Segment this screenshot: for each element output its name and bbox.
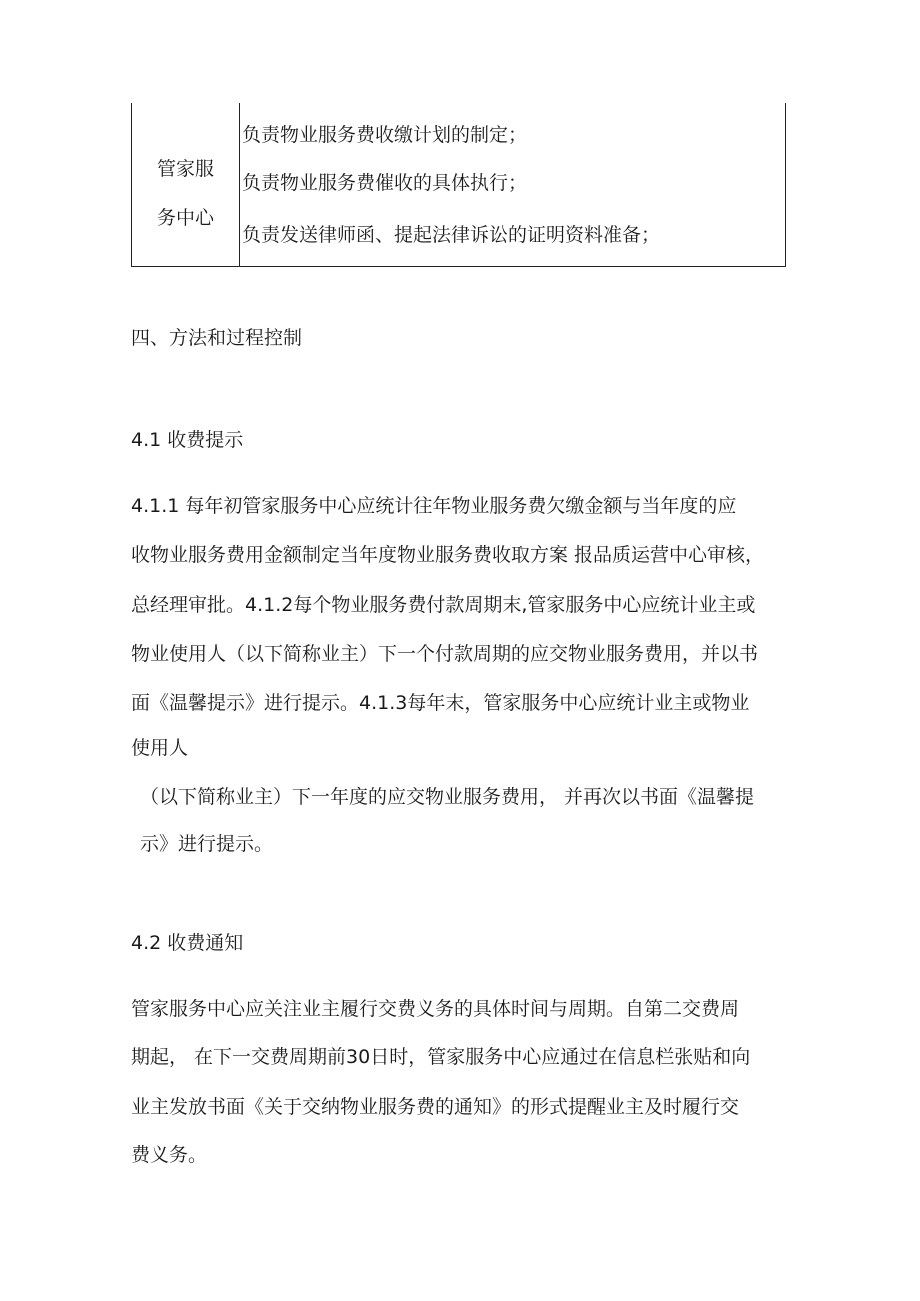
- section-4-2-heading: 4.2 收费通知: [131, 932, 244, 954]
- paragraph-line: 面《温馨提示》进行提示。4.1.3每年末，管家服务中心应统计业主或物业: [131, 692, 750, 714]
- paragraph-line: 业主发放书面《关于交纳物业服务费的通知》的形式提醒业主及时履行交: [131, 1096, 740, 1118]
- paragraph-line: 管家服务中心应关注业主履行交费义务的具体时间与周期。自第二交费周: [131, 998, 740, 1020]
- paragraph-line: 费义务。: [131, 1144, 208, 1166]
- paragraph-line: 总经理审批。4.1.2每个物业服务费付款周期末,管家服务中心应统计业主或: [131, 594, 756, 616]
- section-4-heading: 四、方法和过程控制: [131, 327, 303, 349]
- paragraph-line: 收物业服务费用金额制定当年度物业服务费收取方案 报品质运营中心审核，: [131, 544, 765, 566]
- duty-item: 负责物业服务费催收的具体执行；: [242, 172, 528, 194]
- paragraph-line: 使用人: [131, 737, 189, 759]
- department-name-line-2: 务中心: [156, 207, 214, 229]
- department-name-line-1: 管家服: [156, 158, 214, 180]
- paragraph-line: 期起， 在下一交费周期前30日时，管家服务中心应通过在信息栏张贴和向: [131, 1046, 751, 1068]
- paragraph-line: 示》进行提示。: [140, 833, 274, 855]
- responsibility-table: [131, 103, 786, 267]
- duty-item: 负责物业服务费收缴计划的制定；: [242, 124, 528, 146]
- paragraph-line: 4.1.1 每年初管家服务中心应统计往年物业服务费欠缴金额与当年度的应: [131, 495, 737, 517]
- section-4-1-heading: 4.1 收费提示: [131, 429, 244, 451]
- table-column-divider: [239, 103, 240, 266]
- paragraph-line: （以下简称业主）下一年度的应交物业服务费用， 并再次以书面《温馨提: [140, 786, 755, 808]
- paragraph-line: 物业使用人（以下简称业主）下一个付款周期的应交物业服务费用，并以书: [131, 643, 759, 665]
- duty-item: 负责发送律师函、提起法律诉讼的证明资料准备；: [242, 224, 661, 246]
